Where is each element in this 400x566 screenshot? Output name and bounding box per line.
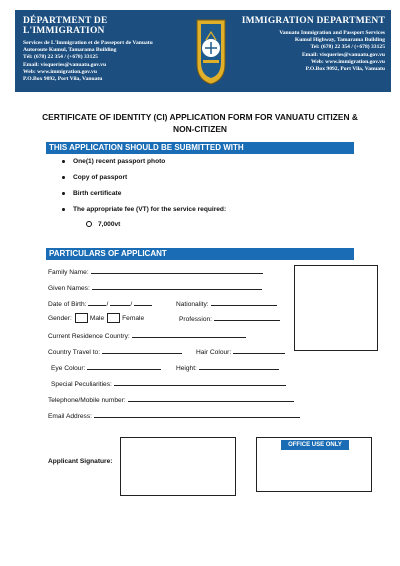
header-french-block	[23, 16, 183, 83]
header-english-line: Tel: (678) 22 354 / (+678) 33125	[310, 44, 385, 51]
hair-colour-field	[196, 346, 285, 357]
header-english-line: P.O.Box 9092, Port Vila, Vanuatu	[305, 66, 385, 73]
date-of-birth-field	[48, 298, 152, 309]
residence-country-field	[48, 330, 246, 341]
header-english-line: Web: www.immigration.gov.vu	[311, 58, 385, 65]
form-title-line: NON-CITIZEN	[173, 124, 227, 134]
profession-field	[179, 313, 280, 324]
circle-bullet-icon	[86, 221, 92, 227]
header-french-line: P.O.Box 9092, Port Vila, Vanuatu	[23, 76, 103, 83]
header-english-block	[235, 16, 385, 73]
department-header-banner	[15, 10, 391, 92]
male-label: Male	[89, 314, 105, 322]
vanuatu-crest-icon	[191, 14, 231, 88]
residence-country-input[interactable]	[132, 330, 246, 338]
gender-field	[48, 313, 144, 323]
email-input[interactable]	[94, 410, 300, 418]
applicant-signature-label: Applicant Signature:	[48, 458, 113, 465]
special-peculiarities-field	[51, 378, 286, 389]
office-use-label: OFFICE USE ONLY	[281, 440, 349, 450]
header-french-line: Autoroute Kumul, Tamarama Building	[23, 47, 117, 54]
phone-field	[48, 394, 294, 405]
particulars-heading: PARTICULARS OF APPLICANT	[46, 248, 354, 260]
phone-label: Telephone/Mobile number:	[48, 397, 126, 404]
gender-label: Gender:	[48, 314, 72, 322]
country-travel-input[interactable]	[102, 346, 182, 354]
header-french-line: Tél: (678) 22 354 / (+678) 33125	[23, 54, 98, 61]
eye-colour-label: Eye Colour:	[51, 365, 86, 372]
family-name-label: Family Name:	[48, 269, 89, 276]
female-checkbox[interactable]	[107, 313, 120, 323]
list-item: Copy of passport	[60, 173, 226, 189]
family-name-field	[48, 266, 263, 277]
male-checkbox[interactable]	[75, 313, 88, 323]
female-label: Female	[122, 314, 145, 322]
hair-colour-input[interactable]	[233, 346, 285, 354]
list-item: One(1) recent passport photo	[60, 157, 226, 173]
passport-photo-box	[294, 265, 378, 351]
dob-month-input[interactable]	[110, 298, 133, 308]
office-use-box	[256, 437, 372, 492]
country-travel-label: Country Travel to:	[48, 349, 101, 356]
header-english-line: Kumul Highway, Tamarama Building	[294, 37, 385, 44]
hair-colour-label: Hair Colour:	[196, 349, 232, 356]
eye-colour-input[interactable]	[87, 362, 161, 370]
residence-country-label: Current Residence Country:	[48, 333, 130, 340]
given-names-input[interactable]	[92, 282, 262, 290]
height-label: Height:	[176, 365, 197, 372]
header-french-line: Email: visqueries@vanuatu.gov.vu	[23, 61, 107, 68]
header-french-title: DÉPARTMENT DE L'IMMIGRATION	[23, 16, 108, 36]
form-title-line: CERTIFICATE OF IDENTITY (CI) APPLICATION FORM FOR VANUATU CITIZEN &	[42, 112, 358, 122]
header-english-line: Email: visqueries@vanuatu.gov.vu	[301, 51, 385, 58]
header-english-line: Vanuatu Immigration and Passport Services	[279, 30, 385, 36]
height-field	[176, 362, 279, 373]
country-travel-field	[48, 346, 182, 357]
dob-separator: /	[106, 301, 109, 308]
profession-label: Profession:	[179, 316, 212, 323]
applicant-signature-box[interactable]	[120, 437, 236, 496]
header-english-title: IMMIGRATION DEPARTMENT	[241, 16, 385, 26]
special-peculiarities-label: Special Peculiarities:	[51, 381, 112, 388]
header-french-line: Services de L'Immigration et de Passeport de Vanuatu	[23, 40, 153, 46]
fee-item	[86, 221, 120, 228]
fee-amount: 7,000vt	[98, 221, 121, 228]
dob-day-input[interactable]	[88, 298, 109, 308]
height-input[interactable]	[199, 362, 279, 370]
email-label: Email Address:	[48, 413, 92, 420]
given-names-label: Given Names:	[48, 285, 90, 292]
list-item: Birth certificate	[60, 189, 226, 205]
form-title	[30, 111, 370, 135]
email-field	[48, 410, 300, 421]
dob-separator: /	[130, 301, 133, 308]
nationality-label: Nationality:	[176, 301, 209, 308]
requirements-heading: THIS APPLICATION SHOULD BE SUBMITTED WITH	[46, 142, 354, 154]
given-names-field	[48, 282, 262, 293]
dob-label: Date of Birth:	[48, 301, 87, 308]
requirements-list	[60, 157, 226, 221]
header-french-line: Web: www.immigration.gov.vu	[23, 68, 97, 75]
nationality-input[interactable]	[211, 298, 277, 306]
profession-input[interactable]	[214, 313, 280, 321]
dob-year-input[interactable]	[134, 298, 152, 306]
list-item: The appropriate fee (VT) for the service required:	[60, 205, 226, 221]
nationality-field	[176, 298, 277, 309]
family-name-input[interactable]	[91, 266, 263, 274]
eye-colour-field	[51, 362, 161, 373]
phone-input[interactable]	[128, 394, 294, 402]
special-peculiarities-input[interactable]	[114, 378, 286, 386]
